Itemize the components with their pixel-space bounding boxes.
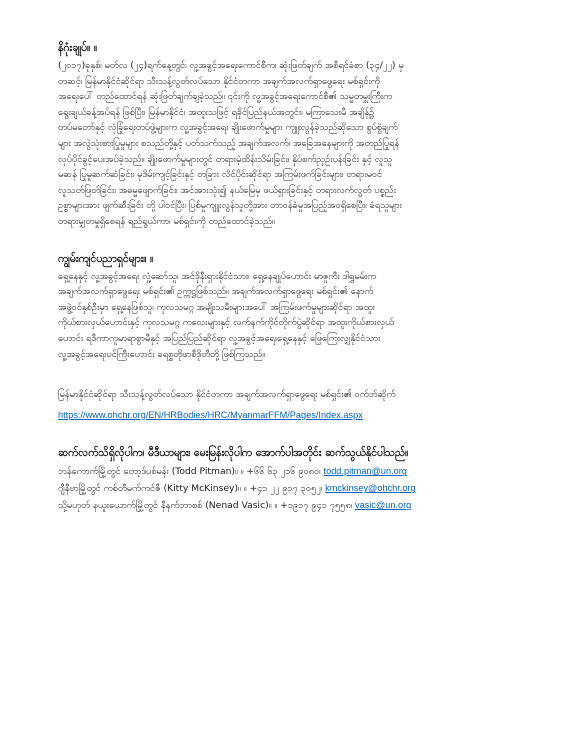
contact-bangkok [58,463,514,480]
contact-text: သို့မဟုတ် နယူးယောက်မြို့တွင် နီနက်ဘာစစ် (Nenad Vasic)။ ။ +၁၉၁၇ ၉၄၁ ၇၅၅၈၊ [58,500,355,512]
paragraph-line: အရေးပေါ် တည်ထောင်ရန် ဆုံးဖြတ်ချက်ချခဲ့သည်။ ၎င်းကို လူ့အခွင့်အရေးကောင်စီ၏ သမ္မတမှူးကြီးက [58,91,393,103]
conclusion-heading: နိဂုံးချုပ်။ ။ [58,42,98,54]
website-link[interactable]: https://www.ohchr.org/EN/HRBodies/HRC/MyanmarFFM/Pages/Index.aspx [58,409,363,420]
paragraph-line: ရွေးချယ်ခန့်အပ်ရန် ဖြစ်ပြီး၊ မြန်မာနိုင်ငံ၊ အထူးသဖြင့် ရခိုင်ပြည်နယ်အတွင်း၊ မကြာသေးမီ အချိန်၌ [58,106,375,118]
paragraph-line: တရားမျှတမှုရှိစေရန် ရည်ရွယ်ကာ၊ မစ်ရှင်းကို တည်ထောင်ခဲ့သည်။ [58,215,275,227]
contact-heading: ဆက်လက်သိရှိလိုပါက၊ မီဒီယာများ၊ မေးမြန်းလိုပါက အောက်ပါအတိုင်း ဆက်သွယ်နိုင်ပါသည်။ [58,447,409,460]
contact-text: ဂျီနီဗာမြို့တွင် ကစ်တီမက်ကင်ဇီ (Kitty McKinsey)။ ။ +၄၁ ၂၂ ၉၁၇ ၃၀၅၂၊ [58,483,326,495]
email-link[interactable]: vasic@un.org [354,500,412,511]
paragraph-line: (၂၀၁၇)ခုနှစ်၊ မတ်လ (၂၄)ရက်နေ့တွင်၊ လူ့အခွင့်အရေးကောင်စီက၊ ဆုံးဖြတ်ချက် အစီရင်ခံစာ (၃၄/၂၂) မှ [58,60,404,71]
paragraph-line: တဆင့်၊ မြန်မာနိုင်ငံဆိုင်ရာ သီးသန့်လွတ်လပ်သော နိုင်ငံတကာ အချက်အလက်ရှာဖွေရေး မစ်ရှင်းကို [58,75,380,87]
website-label: မြန်မာနိုင်ငံဆိုင်ရာ သီးသန့်လွတ်လပ်သော နိုင်ငံတကာ အချက်အလက်ရှာဖွေရေး မစ်ရှင်း၏ ဝက်ဘ်ဆိုက် [58,389,396,401]
conclusion-paragraph [58,58,514,230]
paragraph-line: မဆန် ပြုမူဆက်ဆံခြင်း၊ မုဒိမ်းကျင့်ခြင်းနှင့် တခြား လိင်ပိုင်းဆိုင်ရာ အကြမ်းဖက်ခြင်းများ၊ တရားမဝင် [58,169,383,181]
paragraph-line: ဟောင်း ရဒီကာကူမာရာစွာမီနှင့် အပြည်ပြည်ဆိုင်ရာ လူ့အခွင့်အရေးရှေ့နေနှင့် ဖြေကြေးလျှနိုင်ငံသား [58,332,381,344]
paragraph-line: ကိုယ်စားလှယ်ဟောင်းနှင့် ကုလသမဂ္ဂ ကလေးများနှင့် လက်နက်ကိုင်တိုက်ပွဲဆိုင်ရာ အထူးကိုယ်စားလှယ် [58,317,394,329]
contact-geneva [58,480,514,497]
email-link[interactable]: todd.pitman@un.org [323,466,407,477]
paragraph-line: အဖွဲ့ဝင်နှစ်ဦးမှာ ရှေ့နေဖြစ်သူ၊ ကုလသမဂ္ဂ အမျိုးသမီးများအပေါ် အကြမ်းဖက်မှုများဆိုင်ရာ အထူး [58,301,375,313]
contact-text: ဘန်ကောက်မြို့တွင် တော့ဒ်ပစ်မန်း (Todd Pitman)။ ။ +၆၆ ၆၃ ၂၁၆ ၉၀၈၀၊ [58,466,324,478]
paragraph-line: လူ့အခွင့်အရေးပင်ကြီးဟောင်း ခရစ္စတိုဖာစီဒိုတီတို့ ဖြစ်ကြသည်။ [58,348,266,360]
email-link[interactable]: kmckinsey@ohchr.org [325,483,416,494]
paragraph-line: များ အလွဲသုံးစားပြုမှုများ စသည်တို့နှင့် ပတ်သက်သည့် အချက်အလက်၊ အခြေအနေများကို အတည်ပြုရန် [58,137,400,149]
experts-heading: ကျွမ်းကျင်ပညာရှင်များ။ ။ [58,252,154,265]
paragraph-line: လူသတ်ဖြတ်ခြင်း၊ အဓမ္မဖျောက်ခြင်း၊ အင်အားသုံး၍ နယ်မြေမှ ဖယ်ရှားခြင်းနှင့် တရားလက်လွတ် ပစ္စည်း [58,184,396,196]
paragraph-line: အချက်အလက်ရှာဖွေရေး မစ်ရှင်း၏ ဥက္ကဋ္ဌဖြစ်သည်။ အချက်အလက်ရှာဖွေရေး မစ်ရှင်း၏ နောက် [58,286,374,298]
paragraph-line: ရှေ့နေနှင့် လူ့အခွင့်အရေး လှုံ့ဆော်သူ၊ အင်ဒိုနီးရှားနိုင်ငံသား၊ ရှေ့နေချုပ်ဟောင်း မာဇူကီး ဒါရွှမမ်းက [58,270,377,282]
experts-paragraph [58,269,514,363]
contact-list [58,463,514,514]
paragraph-line: လုပ်ပိုင်ခွင့်ပေးအပ်ခဲ့သည်။ ချိုးဖောက်မှုများတွင် တရားမဲ့ထိန်းသိမ်းခြင်း၊ နှိပ်စက်ညှဉ်းပန်းခြင်း နှင့် လူသူ [58,153,393,165]
contact-new-york [58,497,514,514]
paragraph-line: ဥစ္စာများအား ဖျက်ဆီးခြင်း တို့ ပါဝင်ပြီး၊ ပြစ်မှုကျူးလွန်သူတို့အား တာဝန်ခံမှုအပြည့်အဝရှိစေပြီး၊ ခံရသူများ [58,200,402,212]
paragraph-line: တပ်မတော်နှင့် လုံခြုံရေးတပ်ဖွဲ့များက လူ့အခွင့်အရေး ချိုးဖောက်မှုများ ကျူးလွန်ခဲ့သည်ဆိုသော စွပ်စွဲချက် [58,122,398,134]
